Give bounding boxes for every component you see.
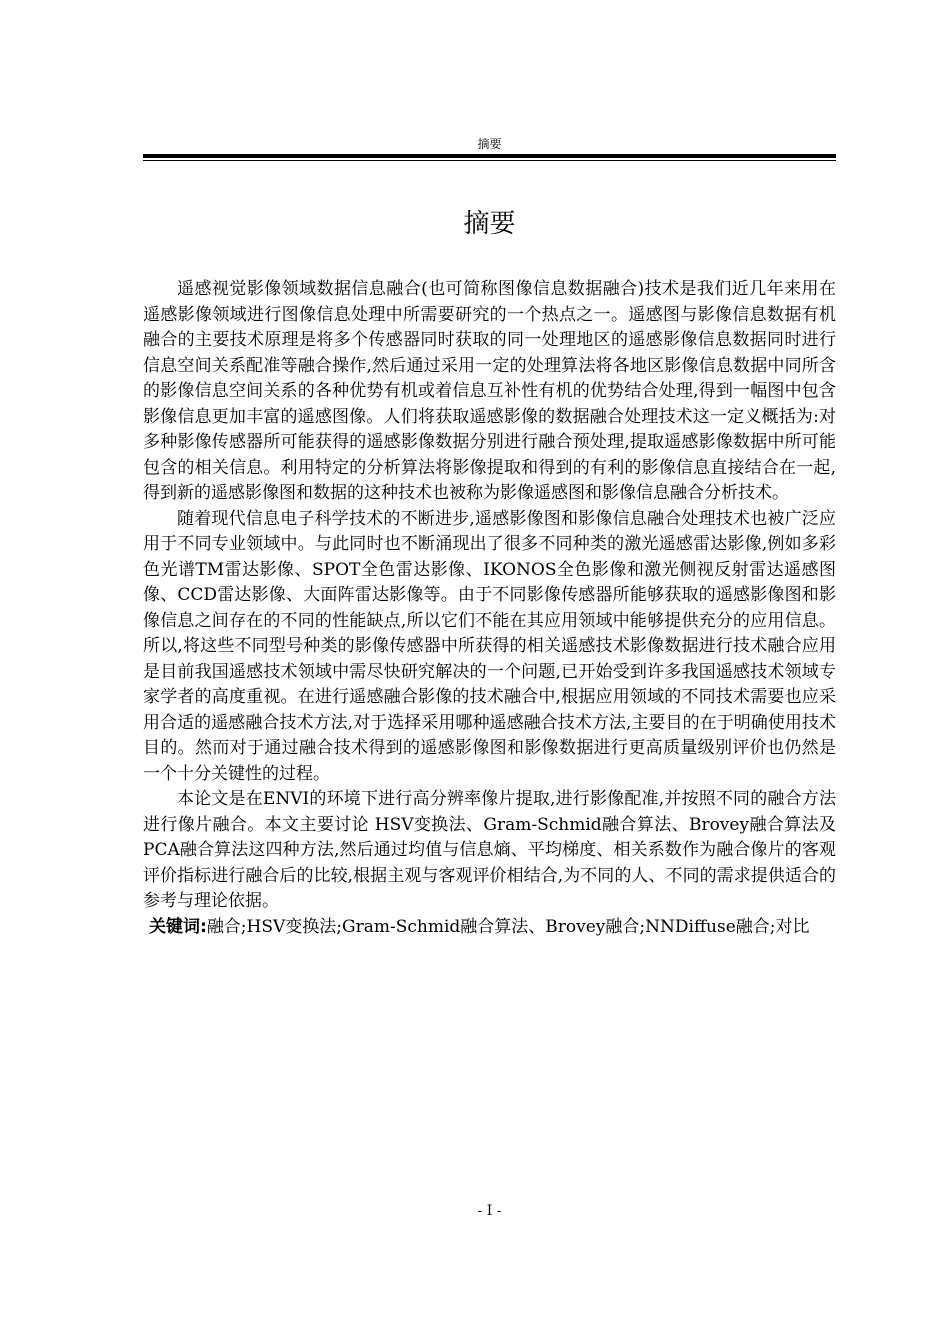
page-number: - I - [477, 1203, 502, 1219]
page-title: 摘要 [463, 209, 516, 239]
keywords-text: 融合;HSV变换法;Gram-Schmid融合算法、Brovey融合;NNDiffuse融合;对比 [206, 916, 810, 937]
abstract-body [143, 277, 836, 940]
header-rule-thick [143, 154, 836, 158]
keywords-label: 关键词: [149, 916, 207, 937]
abstract-paragraph-2: 随着现代信息电子科学技术的不断进步,遥感影像图和影像信息融合处理技术也被广泛应用于不同专业领域中。与此同时也不断涌现出了很多不同种类的激光遥感雷达影像,例如多彩色光谱TM雷达影像、SPOT全色雷达影像、IKONOS全色影像和激光侧视反射雷达遥感图像、CCD雷达影像、大面阵雷达影像等。由于不同影像传感器所能够获取的遥感影像图和影像信息之间存在的不同的性能缺点,所以它们不能在其应用领域中能够提供充分的应用信息。所以,将这些不同型号种类的影像传感器中所获得的相关遥感技术影像数据进行技术融合应用是目前我国遥感技术领域中需尽快研究解决的一个问题,已开始受到许多我国遥感技术领域专家学者的高度重视。在进行遥感融合影像的技术融合中,根据应用领域的不同技术需要也应采用合适的遥感融合技术方法,对于选择采用哪种遥感融合技术方法,主要目的在于明确使用技术目的。然而对于通过融合技术得到的遥感影像图和影像数据进行更高质量级别评价也仍然是一个十分关键性的过程。 [143, 508, 836, 784]
running-header: 摘要 [477, 137, 502, 151]
abstract-paragraph-3: 本论文是在ENVI的环境下进行高分辨率像片提取,进行影像配准,并按照不同的融合方法进行像片融合。本文主要讨论 HSV变换法、Gram-Schmid融合算法、Brovey融合算法及PCA融合算法这四种方法,然后通过均值与信息熵、平均梯度、相关系数作为融合像片的客观评价指标进行融合后的比较,根据主观与客观评价相结合,为不同的人、不同的需求提供适合的参考与理论依据。 [143, 789, 836, 911]
abstract-paragraph-1: 遥感视觉影像领域数据信息融合(也可简称图像信息数据融合)技术是我们近几年来用在遥感影像领域进行图像信息处理中所需要研究的一个热点之一。遥感图与影像信息数据有机融合的主要技术原理是将多个传感器同时获取的同一处理地区的遥感影像信息数据同时进行信息空间关系配准等融合操作,然后通过采用一定的处理算法将各地区影像信息数据中同所含的影像信息空间关系的各种优势有机或着信息互补性有机的优势结合处理,得到一幅图中包含影像信息更加丰富的遥感图像。人们将获取遥感影像的数据融合处理技术这一定义概括为:对多种影像传感器所可能获得的遥感影像数据分别进行融合预处理,提取遥感影像数据中所可能包含的相关信息。利用特定的分析算法将影像提取和得到的有利的影像信息直接结合在一起,得到新的遥感影像图和数据的这种技术也被称为影像遥感图和影像信息融合分析技术。 [143, 279, 836, 503]
keywords-line [143, 915, 836, 941]
header-rule-thin [143, 160, 836, 161]
